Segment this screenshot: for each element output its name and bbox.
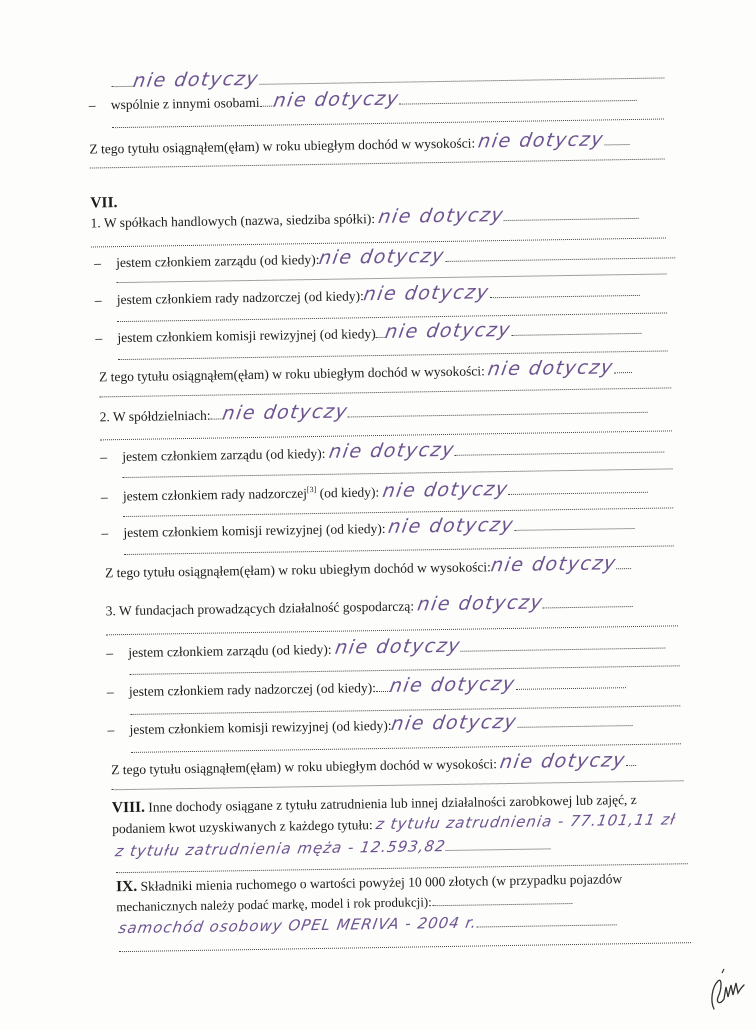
handwritten-value: z tytułu zatrudnienia męża - 12.593,82 <box>114 836 448 861</box>
handwritten-value: nie dotyczy <box>486 356 616 381</box>
handwritten-value: nie dotyczy <box>317 244 447 269</box>
q1-board-label: jestem członkiem zarządu (od kiedy): <box>116 251 320 271</box>
q1-label: 1. W spółkach handlowych (nazwa, siedziba spółki): <box>90 211 376 231</box>
section-ix-label: Składniki mienia ruchomego o wartości powyżej 10 000 złotych (w przypadku pojazdów <box>137 871 623 894</box>
handwritten-value: nie dotyczy <box>380 477 510 502</box>
handwritten-value: nie dotyczy <box>333 634 463 659</box>
handwritten-value: nie dotyczy <box>415 591 545 616</box>
q2-board-line: – jestem członkiem zarządu (od kiedy): nie dotyczy <box>100 438 664 467</box>
income-line <box>89 130 629 158</box>
handwritten-value: nie dotyczy <box>327 438 457 463</box>
handwritten-value: nie dotyczy <box>476 128 606 153</box>
section-viii-label-2: podaniem kwot uzyskiwanych z każdego tytułu: <box>112 817 373 837</box>
handwritten-value: nie dotyczy <box>489 552 619 577</box>
jointly-line: – wspólnie z innymi osobami nie dotyczy <box>89 86 638 115</box>
handwritten-value: z tytułu zatrudnienia - 77.101,11 zł <box>374 810 677 834</box>
q3-income-label: Z tego tytułu osiągnąłem(ęłam) w roku ubiegłym dochód w wysokości: <box>111 756 498 778</box>
q3-supervisory-line: – jestem członkiem rady nadzorczej (od kiedy): nie dotyczy <box>107 673 626 701</box>
handwritten-value: nie dotyczy <box>376 203 506 229</box>
section-ix-line-3 <box>119 911 618 938</box>
handwritten-value: nie dotyczy <box>387 513 517 538</box>
jointly-label: wspólnie z innymi osobami <box>110 94 260 113</box>
section-ix-label-2: mechanicznych należy podać markę, model i rok produkcji): <box>116 894 432 915</box>
q3-board-line: – jestem członkiem zarządu (od kiedy): nie dotyczy <box>106 634 665 663</box>
q2-audit-label: jestem członkiem komisji rewizyjnej (od kiedy): <box>123 520 386 541</box>
dotted-line <box>99 387 671 397</box>
q1-audit-label: jestem członkiem komisji rewizyjnej (od kiedy) <box>117 326 376 346</box>
dotted-line <box>90 158 665 168</box>
q3-board-label: jestem członkiem zarządu (od kiedy): <box>128 641 332 660</box>
q1-income-label: Z tego tytułu osiągnąłem(ęłam) w roku ubiegłym dochód w wysokości: <box>98 363 485 385</box>
q1-audit-line: – jestem członkiem komisji rewizyjnej (od kiedy) nie dotyczy <box>95 319 641 348</box>
dotted-line <box>112 118 664 128</box>
q2-board-label: jestem członkiem zarządu (od kiedy): <box>122 445 326 465</box>
handwritten-value: nie dotyczy <box>362 281 492 306</box>
handwritten-value: samochód osobowy OPEL MERIVA - 2004 r. <box>117 913 479 938</box>
q3-label: 3. W fundacjach prowadzących działalność gospodarczą: <box>105 598 415 619</box>
handwritten-value: nie dotyczy <box>131 67 261 92</box>
q3-supervisory-label: jestem członkiem rady nadzorczej (od kiedy): <box>128 680 377 699</box>
handwritten-value: nie dotyczy <box>383 318 514 343</box>
income-label: Z tego tytułu osiągnąłem(ęłam) w roku ubiegłym dochód w wysokości: <box>89 135 476 157</box>
q2-income-label: Z tego tytułu osiągnąłem(ęłam) w roku ubiegłym dochód w wysokości: <box>104 559 491 581</box>
q2-income-line <box>105 554 632 582</box>
signature-scribble <box>708 965 748 1015</box>
q2-line <box>99 398 648 427</box>
q2-supervisory-label: jestem członkiem rady nadzorczej <box>122 485 308 504</box>
q1-line <box>90 204 639 233</box>
section-viii-heading: VIII. <box>111 798 146 817</box>
section-vii-heading: VII. <box>90 194 118 212</box>
q1-supervisory-label: jestem członkiem rady nadzorczej (od kiedy): <box>116 288 364 308</box>
q3-line <box>106 592 634 620</box>
q3-income-line <box>111 751 636 779</box>
q3-audit-label: jestem członkiem komisji rewizyjnej (od kiedy): <box>129 717 392 737</box>
handwritten-value: nie dotyczy <box>388 672 518 697</box>
handwritten-value: nie dotyczy <box>498 749 628 774</box>
q2-supervisory-line: – jestem członkiem rady nadzorczej[3] (od kiedy): nie dotyczy <box>101 476 649 506</box>
q2-audit-line: – jestem członkiem komisji rewizyjnej (od kiedy): nie dotyczy <box>101 514 634 542</box>
section-viii-line-3 <box>115 835 550 861</box>
footnote-ref: [3] <box>306 485 317 495</box>
handwritten-value: nie dotyczy <box>389 710 519 735</box>
q2-label: 2. W spółdzielniach: <box>99 407 211 425</box>
q1-income-line <box>99 358 632 386</box>
handwritten-value: nie dotyczy <box>271 87 401 112</box>
handwritten-value: nie dotyczy <box>220 400 350 425</box>
dotted-line <box>112 780 684 790</box>
section-ix-heading: IX. <box>115 877 138 896</box>
q1-board-line: – jestem członkiem zarządu (od kiedy):nie dotyczy <box>94 243 675 272</box>
dotted-line <box>119 942 691 952</box>
q3-audit-line: – jestem członkiem komisji rewizyjnej (od kiedy):nie dotyczy <box>107 711 632 739</box>
section-viii-label: Inne dochody osiągane z tytułu zatrudnienia lub innej działalności zarobkowej lub zajęć, z <box>144 792 637 815</box>
q1-supervisory-line: – jestem członkiem rady nadzorczej (od kiedy):nie dotyczy <box>95 281 640 310</box>
